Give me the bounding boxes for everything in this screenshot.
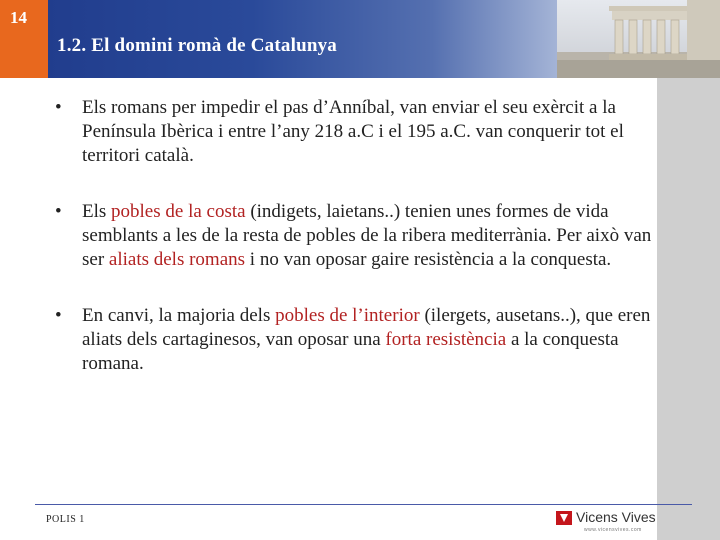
bullet-point: •	[55, 305, 62, 326]
slide-number: 14	[10, 8, 27, 27]
highlight-forta-resistencia: forta resistència	[385, 329, 507, 350]
bullet-list	[55, 96, 655, 376]
footer-series-label: POLIS 1	[46, 514, 85, 525]
temple-photo	[557, 0, 720, 78]
bullet-1-text: Els romans per impedir el pas d’Anníbal, van enviar el seu exèrcit a la Península Ibèrica i entre l’any 218 a.C i el 195 a.C. van conquerir tot el territori català.	[82, 97, 624, 166]
bullet-2-text-1: Els	[82, 201, 112, 222]
bullet-point: •	[55, 97, 62, 118]
vicens-vives-logo	[556, 508, 656, 536]
slide-title: 1.2. El domini romà de Catalunya	[57, 35, 337, 56]
highlight-pobles-costa: pobles de la costa	[111, 201, 246, 222]
highlight-aliats-romans: aliats dels romans	[108, 249, 246, 270]
bullet-3-text-1: En canvi, la majoria dels	[82, 305, 276, 326]
bullet-item-2	[55, 200, 655, 272]
bullet-2-text-3: i no van oposar gaire resistència a la conquesta.	[245, 249, 612, 270]
bullet-2-text-2: (indigets, laietans..) tenien unes formes de vida semblants a les de la resta de pobles de la ribera mediterrània. Per això van ser	[82, 201, 652, 270]
logo-subtext: www.vicensvives.com	[584, 527, 642, 533]
logo-text: Vicens Vives	[576, 509, 656, 525]
slide-number-box	[0, 0, 48, 78]
bullet-point: •	[55, 201, 62, 222]
highlight-pobles-interior: pobles de l’interior	[275, 305, 420, 326]
bullet-3-text-2: (ilergets, ausetans..), que eren aliats dels cartaginesos, van oposar una	[82, 305, 651, 350]
right-side-strip	[657, 78, 720, 540]
bullet-item-1	[55, 96, 655, 168]
footer-divider	[35, 504, 692, 505]
bullet-item-3	[55, 304, 655, 376]
vicens-vives-logo-icon	[556, 511, 572, 525]
bullet-3-text-3: a la conquesta romana.	[82, 329, 619, 374]
